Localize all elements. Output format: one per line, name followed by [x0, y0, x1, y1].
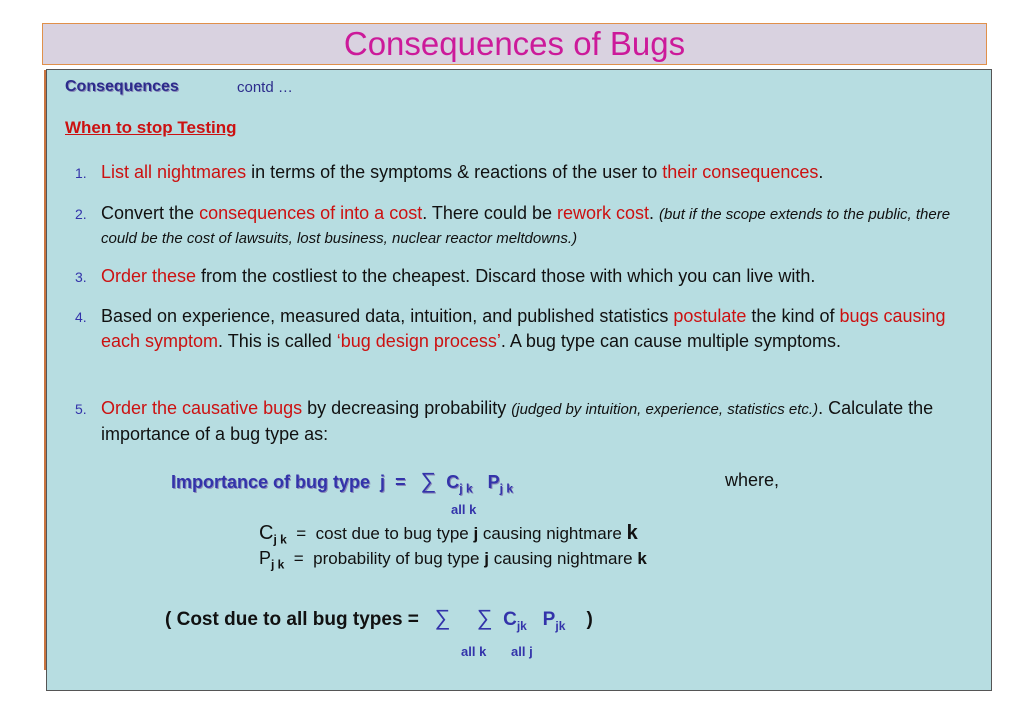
- item-text: List all nightmares: [101, 162, 247, 182]
- list-item: [75, 396, 975, 447]
- def-sub: j k: [271, 557, 285, 572]
- item-text: in terms of the symptoms & reactions of the user to: [246, 162, 663, 182]
- formula-sub: j k: [499, 481, 514, 496]
- item-number: 5.: [75, 401, 87, 417]
- formula-sub: jk: [516, 618, 527, 633]
- item-text: .: [649, 203, 660, 223]
- item-text: ‘bug design process’: [336, 331, 501, 351]
- slide-title: Consequences of Bugs: [343, 25, 686, 62]
- list-item: [75, 202, 975, 250]
- sum-index-all-j: all j: [511, 644, 533, 659]
- item-text: bugs causing each symptom: [101, 306, 946, 351]
- formula-c: C: [446, 472, 460, 492]
- def-symbol: C: [259, 522, 274, 544]
- formula-eq: =: [395, 472, 406, 492]
- definition-probability: [259, 548, 647, 571]
- list-item: [75, 264, 975, 289]
- def-text: causing nightmare: [478, 524, 627, 543]
- item-text: the kind of: [746, 306, 840, 326]
- sigma-symbol: ∑: [420, 468, 437, 493]
- def-text: = probability of bug type: [284, 549, 485, 568]
- def-text: = cost due to bug type: [286, 524, 474, 543]
- formula-j: j: [380, 472, 386, 492]
- section-header: Consequences: [65, 78, 179, 95]
- sum-index-all-k: all k: [451, 502, 477, 517]
- item-text: rework cost: [556, 203, 650, 223]
- def-bold: j: [473, 524, 479, 543]
- item-text: Order these: [101, 266, 197, 286]
- sum-index-all-k: all k: [461, 644, 487, 659]
- formula-sub: jk: [555, 618, 566, 633]
- item-text: consequences of into a cost: [199, 203, 423, 223]
- item-number: 1.: [75, 165, 87, 181]
- def-text: causing nightmare: [488, 549, 638, 568]
- item-text: from the costliest to the cheapest. Discard those with which you can live with.: [196, 266, 816, 286]
- item-text: Convert the: [101, 203, 200, 223]
- definition-cost: [259, 522, 638, 546]
- item-number: 4.: [75, 309, 87, 325]
- item-number: 2.: [75, 206, 87, 222]
- content-panel: [46, 69, 992, 691]
- list-item: [75, 160, 975, 185]
- item-text: . A bug type can cause multiple symptoms.: [500, 331, 842, 351]
- item-text: . There could be: [422, 203, 557, 223]
- item-text: . Calculate the importance of a bug type as:: [101, 398, 934, 444]
- item-text: Order the causative bugs: [101, 398, 303, 418]
- def-bold: j: [484, 549, 489, 568]
- subtitle: When to stop Testing: [65, 118, 237, 137]
- item-text: by decreasing probability: [302, 398, 512, 418]
- item-italic-note: (but if the scope extends to the public, there could be the cost of lawsuits, lost business, nuclear reactor meltdowns.): [101, 206, 951, 247]
- item-text: Based on experience, measured data, intuition, and published statistics: [101, 306, 674, 326]
- def-sub: j k: [273, 532, 287, 547]
- formula-sub: j k: [459, 481, 473, 496]
- total-cost-label: ( Cost due to all bug types =: [165, 609, 419, 630]
- item-text: .: [818, 162, 824, 182]
- contd-label: contd …: [237, 79, 293, 96]
- formula-p: P: [542, 609, 556, 630]
- def-bold: k: [626, 522, 638, 544]
- def-symbol: P: [259, 548, 272, 568]
- item-text: their consequences: [662, 162, 819, 182]
- title-bar: [42, 23, 987, 65]
- list-item: [75, 304, 975, 354]
- sigma-symbol: ∑: [476, 605, 493, 630]
- def-bold: k: [637, 549, 647, 568]
- item-number: 3.: [75, 269, 87, 285]
- where-label: where,: [725, 470, 780, 490]
- formula-c: C: [503, 609, 517, 630]
- importance-formula: [171, 468, 513, 496]
- item-text: postulate: [673, 306, 747, 326]
- formula-p: P: [487, 472, 500, 492]
- item-text: . This is called: [218, 331, 337, 351]
- item-italic-note: (judged by intuition, experience, statistics etc.): [511, 401, 819, 418]
- formula-lhs: Importance of bug type: [171, 472, 371, 492]
- sigma-symbol: ∑: [434, 605, 451, 630]
- total-cost-close: ): [586, 609, 593, 630]
- total-cost-formula: [165, 605, 593, 633]
